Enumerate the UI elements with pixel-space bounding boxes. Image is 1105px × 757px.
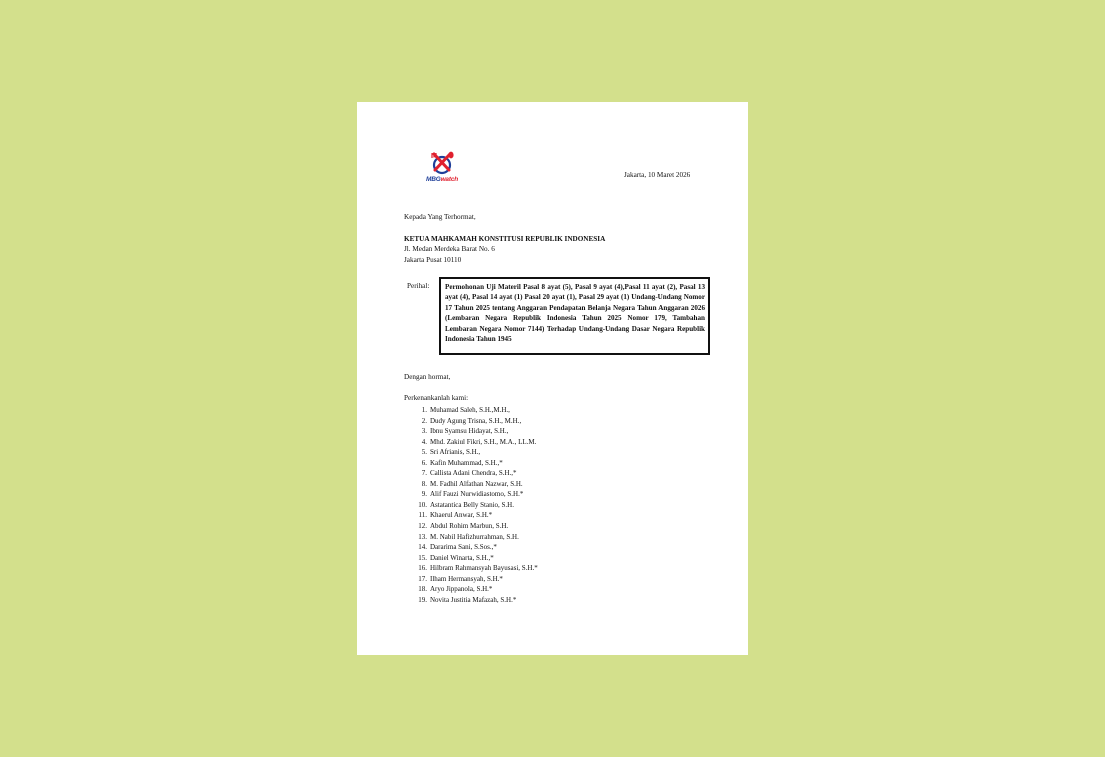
list-item-name: Kafin Muhammad, S.H.,*: [430, 458, 503, 467]
list-item: [415, 542, 538, 553]
list-item-number: 3.: [421, 427, 427, 436]
list-item-name: Astatantica Belly Stanio, S.H.: [430, 500, 514, 509]
list-item-name: Muhamad Saleh, S.H.,M.H.,: [430, 406, 510, 414]
list-item-name: Daniel Winarta, S.H.,*: [430, 553, 494, 562]
list-item: [415, 532, 538, 543]
list-item-name: Novita Justitia Mafazah, S.H.*: [430, 595, 517, 604]
list-item-number: 2.: [421, 416, 427, 425]
list-item-number: 17.: [418, 574, 427, 583]
list-item-name: M. Nabil Hafizhurrahman, S.H.: [430, 532, 519, 541]
list-item-number: 12.: [418, 522, 427, 531]
list-item-number: 19.: [418, 595, 427, 604]
list-item-name: Mhd. Zakiul Fikri, S.H., M.A., LL.M.: [430, 437, 537, 446]
list-item-number: 7.: [421, 469, 427, 478]
list-item-name: Callista Adani Chendra, S.H.,*: [430, 469, 517, 478]
list-item-name: Aryo Jippanola, S.H.*: [430, 585, 493, 594]
list-item: [415, 489, 538, 500]
list-item-number: 13.: [418, 532, 427, 541]
list-item-name: M. Fadhil Alfathan Nazwar, S.H.: [430, 479, 523, 488]
list-item-name: Ibnu Syamsu Hidayat, S.H.,: [430, 427, 509, 436]
list-item-number: 11.: [418, 511, 427, 520]
list-item: [415, 468, 538, 479]
list-item-number: 18.: [418, 585, 427, 594]
list-item: [415, 553, 538, 564]
perihal-label: Perihal:: [407, 282, 430, 290]
logo-wordmark: MBGwatch: [426, 176, 458, 183]
list-item-name: Khaerul Anwar, S.H.*: [430, 511, 493, 520]
list-item-name: Dudy Agung Trisna, S.H., M.H.,: [430, 416, 522, 425]
salutation-to: Kepada Yang Terhormat,: [404, 213, 476, 221]
list-item-number: 5.: [421, 448, 427, 457]
list-item: [415, 595, 538, 606]
list-item: [415, 521, 538, 532]
list-item: [415, 437, 538, 448]
list-item-number: 15.: [418, 553, 427, 562]
list-item: [415, 574, 538, 585]
list-item-number: 1.: [421, 406, 427, 414]
list-item-number: 4.: [421, 437, 427, 446]
list-item-number: 9.: [421, 490, 427, 499]
greeting: Dengan hormat,: [404, 373, 451, 381]
recipient-title: KETUA MAHKAMAH KONSTITUSI REPUBLIK INDONESIA: [404, 235, 606, 243]
subject-box: [439, 277, 710, 355]
list-item-name: Hilbram Rahmansyah Bayusasi, S.H.*: [430, 564, 538, 573]
subject-text: Permohonan Uji Materil Pasal 8 ayat (5), Pasal 9 ayat (4),Pasal 11 ayat (2), Pasal 13 ayat (4), Pasal 14 ayat (1) Pasal 20 ayat (1), Pasal 29 ayat (1) Undang-Undang Nomor 17 Tahun 2025 tentang Anggaran Pendapatan Belanja Negara Tahun Anggaran 2026 (Lembaran Negara Republik Indonesia Tahun 2025 Nomor 179, Tambahan Lembaran Negara Nomor 7144) Terhadap Undang-Undang Dasar Negara Republik Indonesia Tahun 1945: [445, 283, 705, 344]
list-item-name: Abdul Rohim Marbun, S.H.: [430, 522, 509, 531]
recipient-address-line1: Jl. Medan Merdeka Barat No. 6: [404, 245, 495, 253]
list-item-name: Ilham Hermansyah, S.H.*: [430, 574, 503, 583]
list-item: [415, 426, 538, 437]
list-item: [415, 416, 538, 427]
list-item-name: Sri Afrianis, S.H.,: [430, 448, 481, 457]
list-item: [415, 479, 538, 490]
list-item: [415, 584, 538, 595]
list-item-number: 6.: [421, 458, 427, 467]
list-item-number: 8.: [421, 479, 427, 488]
list-item: [415, 447, 538, 458]
document-page: [357, 102, 748, 655]
list-item: [415, 563, 538, 574]
fork-knife-plate-icon: [428, 151, 456, 175]
list-item: [415, 510, 538, 521]
recipient-address-line2: Jakarta Pusat 10110: [404, 256, 462, 264]
list-item-name: Dararima Sani, S.Sos.,*: [430, 543, 497, 552]
list-item-name: Alif Fauzi Nurwidiastomo, S.H.*: [430, 490, 524, 499]
list-item-number: 14.: [418, 543, 427, 552]
list-item-number: 16.: [418, 564, 427, 573]
mbgwatch-logo: [422, 151, 462, 187]
list-item-number: 10.: [418, 500, 427, 509]
attorney-list: [415, 405, 538, 605]
list-item: [415, 405, 538, 416]
list-item: [415, 458, 538, 469]
intro-text: Perkenankanlah kami:: [404, 394, 469, 402]
list-item: [415, 500, 538, 511]
letter-date: Jakarta, 10 Maret 2026: [624, 171, 691, 179]
